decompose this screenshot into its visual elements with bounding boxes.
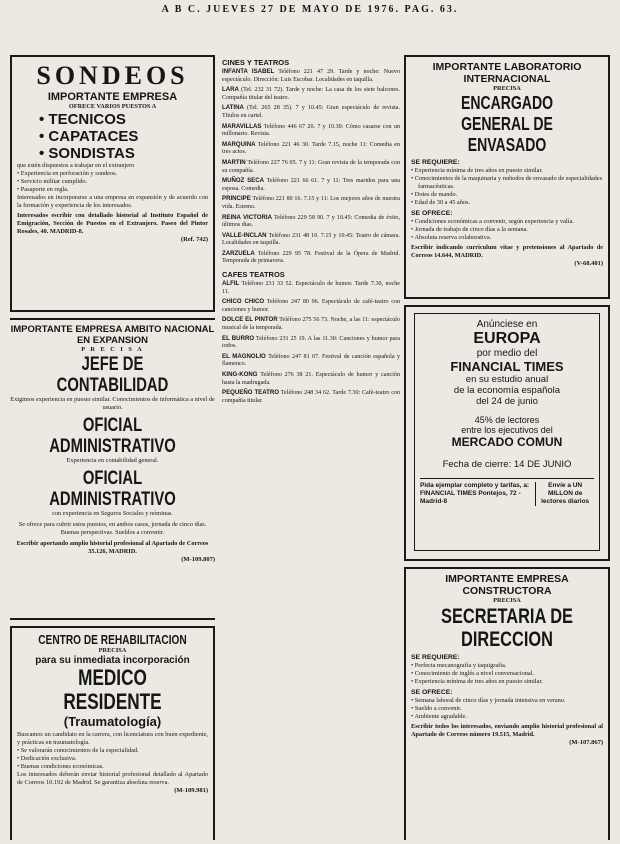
listing-entry xyxy=(222,353,400,369)
secretaria-job: SECRETARIA DE DIRECCION xyxy=(441,605,573,651)
ft-line-5: en su estudio anual xyxy=(465,374,549,385)
centro-body-2: Los interesados deberán enviar historial profesional detallado al Apartado de Correos 10.192 de Madrid. Se garantiza absoluta reserva. xyxy=(17,771,208,786)
listing-text: Teléfono 247 81 07. Festival de canción española y flamenco. xyxy=(222,353,400,368)
ambito-contact: Escribir aportando amplio historial profesional al Apartado de Correos 35.126, MADRID. xyxy=(16,540,209,555)
page-header: A B C. JUEVES 27 DE MAYO DE 1976. PAG. 63. xyxy=(161,4,459,15)
listing-name: INFANTA ISABEL xyxy=(222,68,275,75)
listing-text: Teléfono 248 34 62. Tarde 7.30: Café-teatro con compañía titular. xyxy=(222,390,400,404)
left-column xyxy=(10,55,215,840)
centro-sub: para su inmediata incorporación xyxy=(35,655,190,666)
lab-job: ENCARGADO GENERAL DE ENVASADO xyxy=(460,93,554,155)
sondeos-role-3: • SONDISTAS xyxy=(39,145,135,162)
listing-entry xyxy=(222,250,400,266)
listing-entry xyxy=(222,214,400,230)
listing-text: Teléfono 231 48 10. 7.15 y 10.45: Teatro de cámara. Localidades en taquilla. xyxy=(222,232,400,247)
listing-name: PRINCIPE xyxy=(222,195,251,203)
sondeos-ad xyxy=(10,55,215,312)
listing-text: Teléfono 221 80 16. 7.15 y 11: Los mejores años de nuestra vida. Estreno. xyxy=(222,196,400,210)
centro-title: CENTRO DE REHABILITACION xyxy=(38,632,187,647)
listing-name: REINA VICTORIA xyxy=(222,213,272,221)
centro-list xyxy=(17,747,208,771)
listing-entry xyxy=(222,389,400,405)
secretaria-ref: (M-107.867) xyxy=(569,739,603,746)
listing-name: KING-KONG xyxy=(222,371,258,378)
list-item: • Sueldo a convenir. xyxy=(411,705,603,713)
secretaria-offer-header: SE OFRECE: xyxy=(411,689,453,696)
sondeos-role-1: • TECNICOS xyxy=(39,111,126,128)
ft-line-8: 45% de lectores xyxy=(474,415,540,425)
list-item: • Perfecta mecanografía y taquigrafía. xyxy=(411,662,603,670)
list-item: • Jornada de trabajo de cinco días a la semana. xyxy=(411,226,603,234)
ft-line-10: MERCADO COMUN xyxy=(451,435,563,449)
centro-body-1: Buscamos un candidato en la carrera, con licenciatura con buen expediente, y prácticas en traumatología. xyxy=(17,731,208,746)
lab-ref: (V-68.401) xyxy=(574,260,603,267)
laboratorio-ad xyxy=(404,55,610,299)
lab-precisa: PRECISA xyxy=(493,85,521,92)
sondeos-contact: Interesados escribir con detallado historial al Instituto Español de Emigración, Sección de Puestos en el Extranjero. Paseo del Pintor Rosales, 40. MADRID-8. xyxy=(17,212,208,235)
listing-entry xyxy=(222,371,400,387)
ambito-ad xyxy=(10,318,215,620)
ambito-job-1-desc: Exigimos experiencia en puesto similar. Conocimientos de informática a nivel de usuario. xyxy=(10,396,215,411)
listing-entry xyxy=(222,335,400,351)
listing-entry xyxy=(222,159,400,175)
sondeos-company: IMPORTANTE EMPRESA xyxy=(47,91,178,103)
listing-entry xyxy=(222,141,400,157)
listing-name: ALFIL xyxy=(222,280,240,288)
ft-line-6: de la economía española xyxy=(453,385,561,396)
ambito-ref: (M-109.807) xyxy=(181,556,215,563)
listing-entry xyxy=(222,123,400,139)
ft-line-3: por medio del xyxy=(476,348,538,359)
listing-entry xyxy=(222,280,400,296)
listing-name: MUÑOZ SECA xyxy=(222,177,265,185)
ambito-precisa: P R E C I S A xyxy=(81,346,144,353)
listing-entry xyxy=(222,104,400,120)
ft-deadline: Fecha de cierre: 14 DE JUNIO xyxy=(442,459,572,470)
listing-name: MARAVILLAS xyxy=(222,122,262,130)
list-item: • Se valorarán conocimientos de la especialidad. xyxy=(17,747,208,755)
list-item: • Experiencia mínima de tres años en puesto similar. xyxy=(411,167,603,175)
lab-req-header: SE REQUIERE: xyxy=(411,159,460,166)
centro-specialty: (Traumatología) xyxy=(63,714,162,729)
sondeos-intro: que estén dispuestos a trabajar en el extranjero xyxy=(17,162,135,169)
centro-ad xyxy=(10,626,215,840)
ambito-job-3: OFICIAL ADMINISTRATIVO xyxy=(49,468,176,510)
ft-line-1: Anúnciese en xyxy=(476,319,538,330)
ft-line-4: FINANCIAL TIMES xyxy=(450,359,564,374)
cafes-header: CAFES TEATROS xyxy=(222,270,285,280)
lab-title: IMPORTANTE LABORATORIO INTERNACIONAL xyxy=(432,61,582,85)
listing-entry xyxy=(222,298,400,314)
sondeos-body: Interesados en incorporarse a una empresa en expansión y de acuerdo con la formación y experiencia de los interesados. xyxy=(17,194,208,209)
listing-entry xyxy=(222,316,400,332)
listing-text: Teléfono 229 58 90. 7 y 10.45: Comedia de éxito, últimos días. xyxy=(222,214,400,229)
ft-line-9: entre los ejecutivos del xyxy=(461,425,553,435)
secretaria-req-header: SE REQUIERE: xyxy=(411,654,460,661)
listing-text: Teléfono 221 47 29. Tarde y noche: Nuevo espectáculo. Dirección: Luis Escobar. Localidades en taquilla. xyxy=(222,69,400,83)
listing-name: MARQUINA xyxy=(222,140,256,148)
lab-req-list xyxy=(411,167,603,207)
list-item: • Semana laboral de cinco días y jornada intensiva en verano. xyxy=(411,697,603,705)
listing-text: Teléfono 227 76 05. 7 y 11: Gran revista de la temporada con su compañía. xyxy=(222,159,400,174)
secretaria-contact: Escribir todos los interesados, enviando amplio historial profesional al Apartado de Correos número 19.515, Madrid. xyxy=(411,723,603,738)
listing-text: Teléfono 221 66 61. 7 y 11: Tres maridos para una esposa. Comedia. xyxy=(222,178,400,192)
centro-precisa: PRECISA xyxy=(98,647,127,654)
list-item: • Condiciones económicas a convenir, según experiencia y valía. xyxy=(411,218,603,226)
secretaria-title: IMPORTANTE EMPRESA CONSTRUCTORA xyxy=(445,573,569,597)
sondeos-offers: OFRECE VARIOS PUESTOS A xyxy=(68,103,157,110)
listing-entry xyxy=(222,232,400,248)
listing-text: Teléfono 231 33 52. Espectáculo de humor. Tarde 7.30, noche 11. xyxy=(222,281,400,295)
ft-bottom-left: Pida ejemplar completo y tarifas, a: FINANCIAL TIMES Pontejos, 72 - Madrid-8 xyxy=(420,482,530,505)
secretaria-req-list xyxy=(411,662,603,686)
listing-text: (Tel. 232 31 72). Tarde y noche: La casa de los siete balcones. Compañía titular del teatro. xyxy=(222,87,400,101)
ft-bottom-right: Envíe a UN MILLON de lectores diarios xyxy=(535,482,594,506)
secretaria-offer-list xyxy=(411,697,603,721)
secretaria-ad xyxy=(404,567,610,840)
listing-name: CHICO CHICO xyxy=(222,298,265,306)
listing-text: Teléfono 446 67 20. 7 y 10.30: Cómo casarse con un millonario. Revista. xyxy=(222,123,400,138)
listing-text: Teléfono 221 46 30. Tarde 7.15, noche 11: Comedia en tres actos. xyxy=(222,141,400,156)
ambito-job-2: OFICIAL ADMINISTRATIVO xyxy=(49,415,176,457)
list-item: • Buenas condiciones económicas. xyxy=(17,763,208,771)
list-item: • Dedicación exclusiva. xyxy=(17,755,208,763)
lab-offer-header: SE OFRECE: xyxy=(411,210,453,217)
listing-text: Teléfono 231 25 19. A las 11.30: Canciones y humor para todos. xyxy=(222,335,400,350)
listing-name: DOLCE EL PINTOR xyxy=(222,316,278,324)
secretaria-precisa: PRECISA xyxy=(493,597,521,604)
listing-name: LARA xyxy=(222,86,239,94)
list-item: • Experiencia en perforación y sondeos. xyxy=(17,170,208,178)
list-item: • Conocimientos de la maquinaria y métodos de envasado de especialidades farmacéuticas. xyxy=(411,175,603,191)
lab-contact: Escribir indicando curriculum vitae y pretensiones al Apartado de Correos 14.644, MADRID. xyxy=(411,244,603,259)
listing-name: EL BURRO xyxy=(222,334,255,342)
list-item: • Dotes de mando. xyxy=(411,191,603,199)
centro-ref: (M-109.981) xyxy=(174,787,208,794)
list-item: • Edad de 30 a 45 años. xyxy=(411,199,603,207)
list-item: • Pasaporte en regla. xyxy=(17,186,208,194)
listing-text: Teléfono 276 38 21. Espectáculo de humor y canción hasta la madrugada. xyxy=(222,372,400,386)
listing-entry xyxy=(222,177,400,193)
listing-text: Teléfono 229 95 78. Festival de la Ópera de Madrid. Temporada de primavera. xyxy=(222,250,400,265)
listing-entry xyxy=(222,86,400,102)
listing-entry xyxy=(222,195,400,211)
right-column xyxy=(404,55,610,840)
sondeos-title: SONDEOS xyxy=(36,61,189,90)
cinemas-header: CINES Y TEATROS xyxy=(222,58,290,67)
ft-line-2: EUROPA xyxy=(473,330,541,347)
lab-offer-list xyxy=(411,218,603,242)
list-item: • Experiencia mínima de tres años en puesto similar. xyxy=(411,678,603,686)
listing-text: (Tel. 265 28 35). 7 y 10.45: Gran espectáculo de revista. Títulos en cartel. xyxy=(222,105,400,119)
listing-name: MARTIN xyxy=(222,158,246,166)
listing-name: ZARZUELA xyxy=(222,249,255,257)
list-item: • Absoluta reserva colaborativa. xyxy=(411,234,603,242)
listing-name: EL MAGNOLIO xyxy=(222,352,266,360)
sondeos-list xyxy=(17,170,208,194)
ambito-job-2-desc: Experiencia en contabilidad general. xyxy=(66,457,159,464)
ambito-title: IMPORTANTE EMPRESA AMBITO NACIONAL EN EXPANSION xyxy=(10,324,215,346)
financial-times-ad xyxy=(404,305,610,561)
list-item: • Ambiente agradable. xyxy=(411,713,603,721)
cafes-entries xyxy=(222,280,400,405)
ft-line-7: del 24 de junio xyxy=(476,396,538,407)
listing-name: PEQUEÑO TEATRO xyxy=(222,389,280,397)
centro-job: MEDICO RESIDENTE xyxy=(63,665,162,714)
sondeos-ref: (Ref. 742) xyxy=(180,236,208,243)
ambito-job-3-desc: con experiencia en Seguros Sociales y nóminas. xyxy=(52,510,173,517)
ambito-body: Se ofrece para cubrir estos puestos, en ambos casos, jornada de cinco días. Buenas perspectivas. Sueldos a convenir. xyxy=(18,521,207,536)
sondeos-role-2: • CAPATACES xyxy=(39,128,139,145)
listings-entries xyxy=(222,68,400,266)
list-item: • Conocimiento de inglés a nivel conversacional. xyxy=(411,670,603,678)
listing-text: Teléfono 247 80 96. Espectáculo de café-teatro con canciones y humor. xyxy=(222,299,400,313)
list-item: • Servicio militar cumplido. xyxy=(17,178,208,186)
listing-entry xyxy=(222,68,400,84)
listings-column xyxy=(222,55,400,840)
ambito-job-1: JEFE DE CONTABILIDAD xyxy=(56,354,169,396)
listing-name: VALLE-INCLAN xyxy=(222,231,267,239)
listing-text: Teléfono 275 56 73. Noche, a las 11: espectáculo musical de la temporada. xyxy=(222,317,400,332)
listing-name: LATINA xyxy=(222,104,244,112)
